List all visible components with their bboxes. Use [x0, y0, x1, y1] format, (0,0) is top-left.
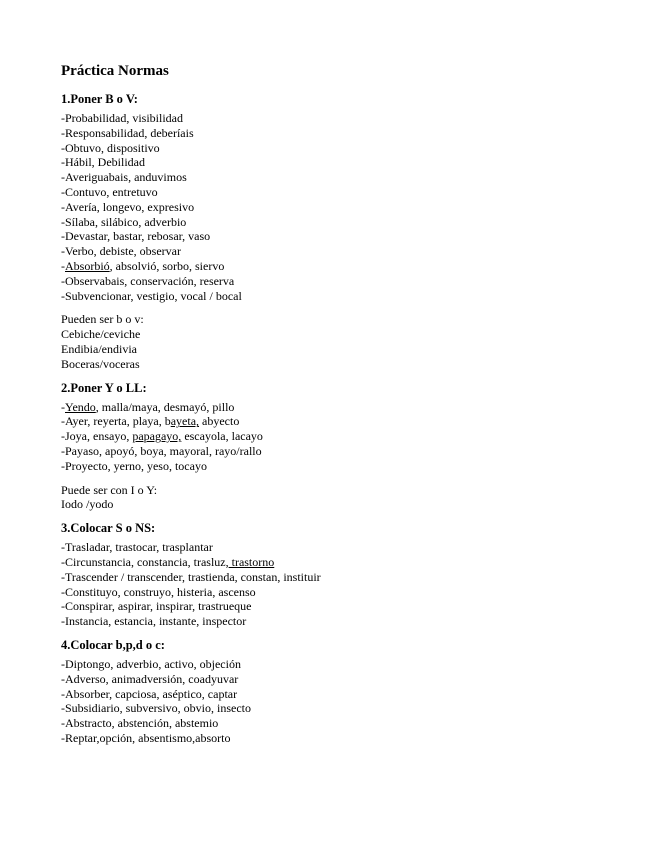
- section-1-note-title: Pueden ser b o v:: [61, 312, 144, 327]
- list-item-prefix: -: [61, 258, 65, 273]
- section-2-heading: 2.Poner Y o LL:: [61, 380, 147, 395]
- list-item: -Absorber, capciosa, aséptico, captar: [61, 686, 238, 701]
- section-2-note-title: Puede ser con I o Y:: [61, 482, 158, 497]
- underlined-word: Absorbió: [65, 258, 110, 273]
- list-item: -Abstracto, abstención, abstemio: [61, 716, 219, 731]
- list-item: -Conspirar, aspirar, inspirar, trastrueque: [61, 599, 252, 614]
- section-3-list: [61, 540, 621, 629]
- list-item: -Reptar,opción, absentismo,absorto: [61, 730, 231, 745]
- list-item: -Constituyo, construyo, histeria, ascenso: [61, 584, 256, 599]
- underlined-word: ayeta,: [170, 414, 200, 429]
- section-4-heading: 4.Colocar b,p,d o c:: [61, 637, 165, 652]
- list-item: -Devastar, bastar, rebosar, vaso: [61, 229, 211, 244]
- list-item: -Averiguabais, anduvimos: [61, 170, 187, 185]
- list-item: -Proyecto, yerno, yeso, tocayo: [61, 458, 207, 473]
- list-item: -Avería, longevo, expresivo: [61, 199, 195, 214]
- section-1-list: [61, 111, 621, 303]
- list-item: -Contuvo, entretuvo: [61, 184, 158, 199]
- list-item: -Trascender / transcender, trastienda, constan, instituir: [61, 569, 321, 584]
- underlined-word: trastorno: [228, 554, 275, 569]
- list-item-rest: , absolvió, sorbo, siervo: [109, 258, 225, 273]
- underlined-word: Yendo: [65, 399, 96, 414]
- note-item: Cebiche/ceviche: [61, 327, 141, 342]
- list-item: [61, 400, 621, 415]
- list-item: -Subvencionar, vestigio, vocal / bocal: [61, 288, 242, 303]
- list-item: -Subsidiario, subversivo, obvio, insecto: [61, 701, 251, 716]
- list-item: -Probabilidad, visibilidad: [61, 111, 183, 125]
- section-3-heading: 3.Colocar S o NS:: [61, 521, 156, 536]
- list-item-prefix: -: [61, 399, 65, 414]
- section-1-heading: 1.Poner B o V:: [61, 92, 138, 106]
- note-item: Iodo /yodo: [61, 497, 114, 512]
- list-item: -Instancia, estancia, instante, inspector: [61, 614, 247, 629]
- list-item: -Verbo, debiste, observar: [61, 244, 181, 259]
- underlined-word: papagayo,: [132, 429, 182, 444]
- list-item: -Payaso, apoyó, boya, mayoral, rayo/rallo: [61, 443, 262, 458]
- list-item: [61, 414, 621, 429]
- list-item: -Responsabilidad, deberíais: [61, 125, 194, 140]
- list-item: -Diptongo, adverbio, activo, objeción: [61, 656, 241, 671]
- list-item: [61, 555, 621, 570]
- list-item-rest: , malla/maya, desmayó, pillo: [95, 399, 235, 414]
- list-item-rest: abyecto: [199, 414, 240, 429]
- document-page: [61, 62, 621, 746]
- list-item: -Sílaba, silábico, adverbio: [61, 214, 187, 229]
- note-item: Endibia/endivia: [61, 341, 137, 356]
- section-4-list: [61, 657, 621, 746]
- note-item: Boceras/voceras: [61, 356, 140, 371]
- document-title: Práctica Normas: [61, 63, 169, 79]
- list-item-start: -Ayer, reyerta, playa, b: [61, 414, 171, 429]
- section-2-list: [61, 400, 621, 474]
- list-item: -Adverso, animadversión, coadyuvar: [61, 671, 239, 686]
- list-item: [61, 429, 621, 444]
- list-item-start: -Joya, ensayo,: [61, 429, 133, 444]
- list-item: [61, 259, 621, 274]
- list-item: -Trasladar, trastocar, trasplantar: [61, 540, 213, 555]
- list-item-start: -Circunstancia, constancia, trasluz,: [61, 554, 229, 569]
- list-item: -Observabais, conservación, reserva: [61, 273, 235, 288]
- list-item-rest: escayola, lacayo: [181, 429, 263, 444]
- list-item: -Obtuvo, dispositivo: [61, 140, 160, 155]
- list-item: -Hábil, Debilidad: [61, 155, 145, 170]
